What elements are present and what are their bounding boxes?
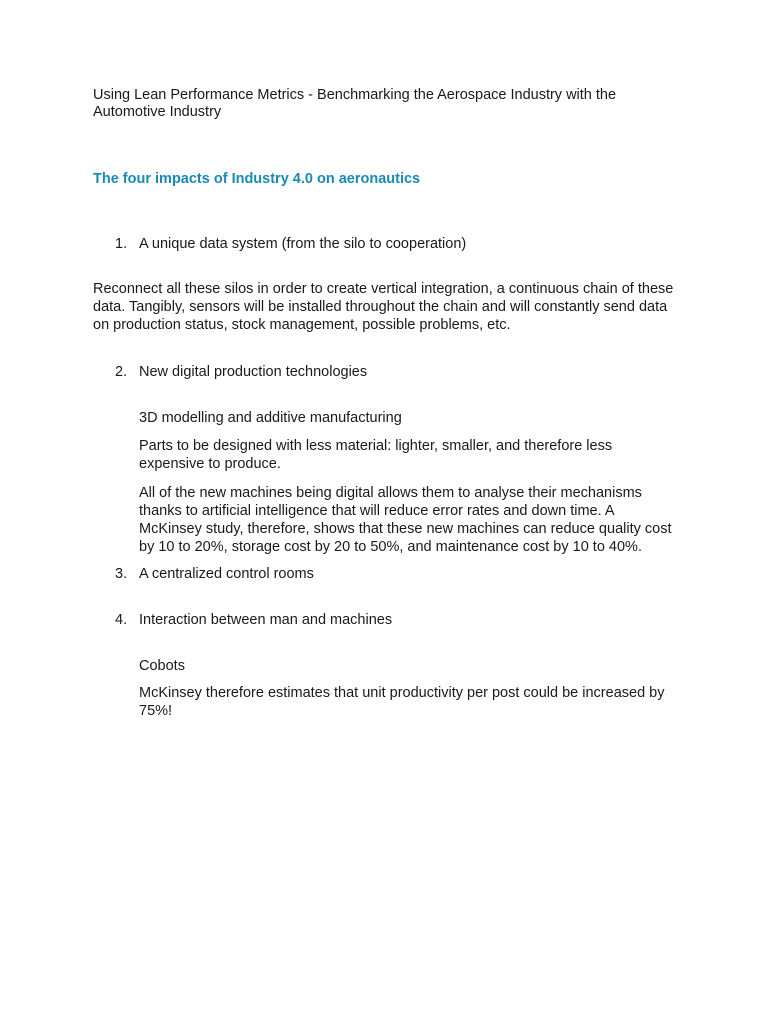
list-number: 4. [115, 612, 128, 628]
document-title: Using Lean Performance Metrics - Benchmarking the Aerospace Industry with the Automotive Industry [93, 87, 617, 120]
list-item-text: A unique data system (from the silo to cooperation) [139, 236, 467, 252]
paragraph: Reconnect all these silos in order to create vertical integration, a continuous chain of these data. Tangibly, sensors will be installed throughout the chain and will constantly send data on production status, stock management, possible problems, etc. [93, 281, 674, 333]
subheading: Cobots [139, 658, 185, 674]
paragraph: McKinsey therefore estimates that unit productivity per post could be increased by 75%! [139, 685, 665, 719]
paragraph: Parts to be designed with less material: lighter, smaller, and therefore less expensive to produce. [139, 438, 613, 472]
list-item-text: New digital production technologies [139, 364, 368, 380]
list-number: 2. [115, 364, 128, 380]
list-item-text: A centralized control rooms [139, 566, 314, 582]
section-heading: The four impacts of Industry 4.0 on aeronautics [93, 171, 421, 187]
paragraph: All of the new machines being digital allows them to analyse their mechanisms thanks to artificial intelligence that will reduce error rates and down time. A McKinsey study, therefore, shows that these new machines can reduce quality cost by 10 to 20%, storage cost by 20 to 50%, and maintenance cost by 10 to 40%. [139, 485, 672, 555]
subheading: 3D modelling and additive manufacturing [139, 410, 402, 426]
list-number: 1. [115, 236, 128, 252]
list-item-text: Interaction between man and machines [139, 612, 393, 628]
document-page [93, 87, 683, 719]
list-number: 3. [115, 566, 128, 582]
